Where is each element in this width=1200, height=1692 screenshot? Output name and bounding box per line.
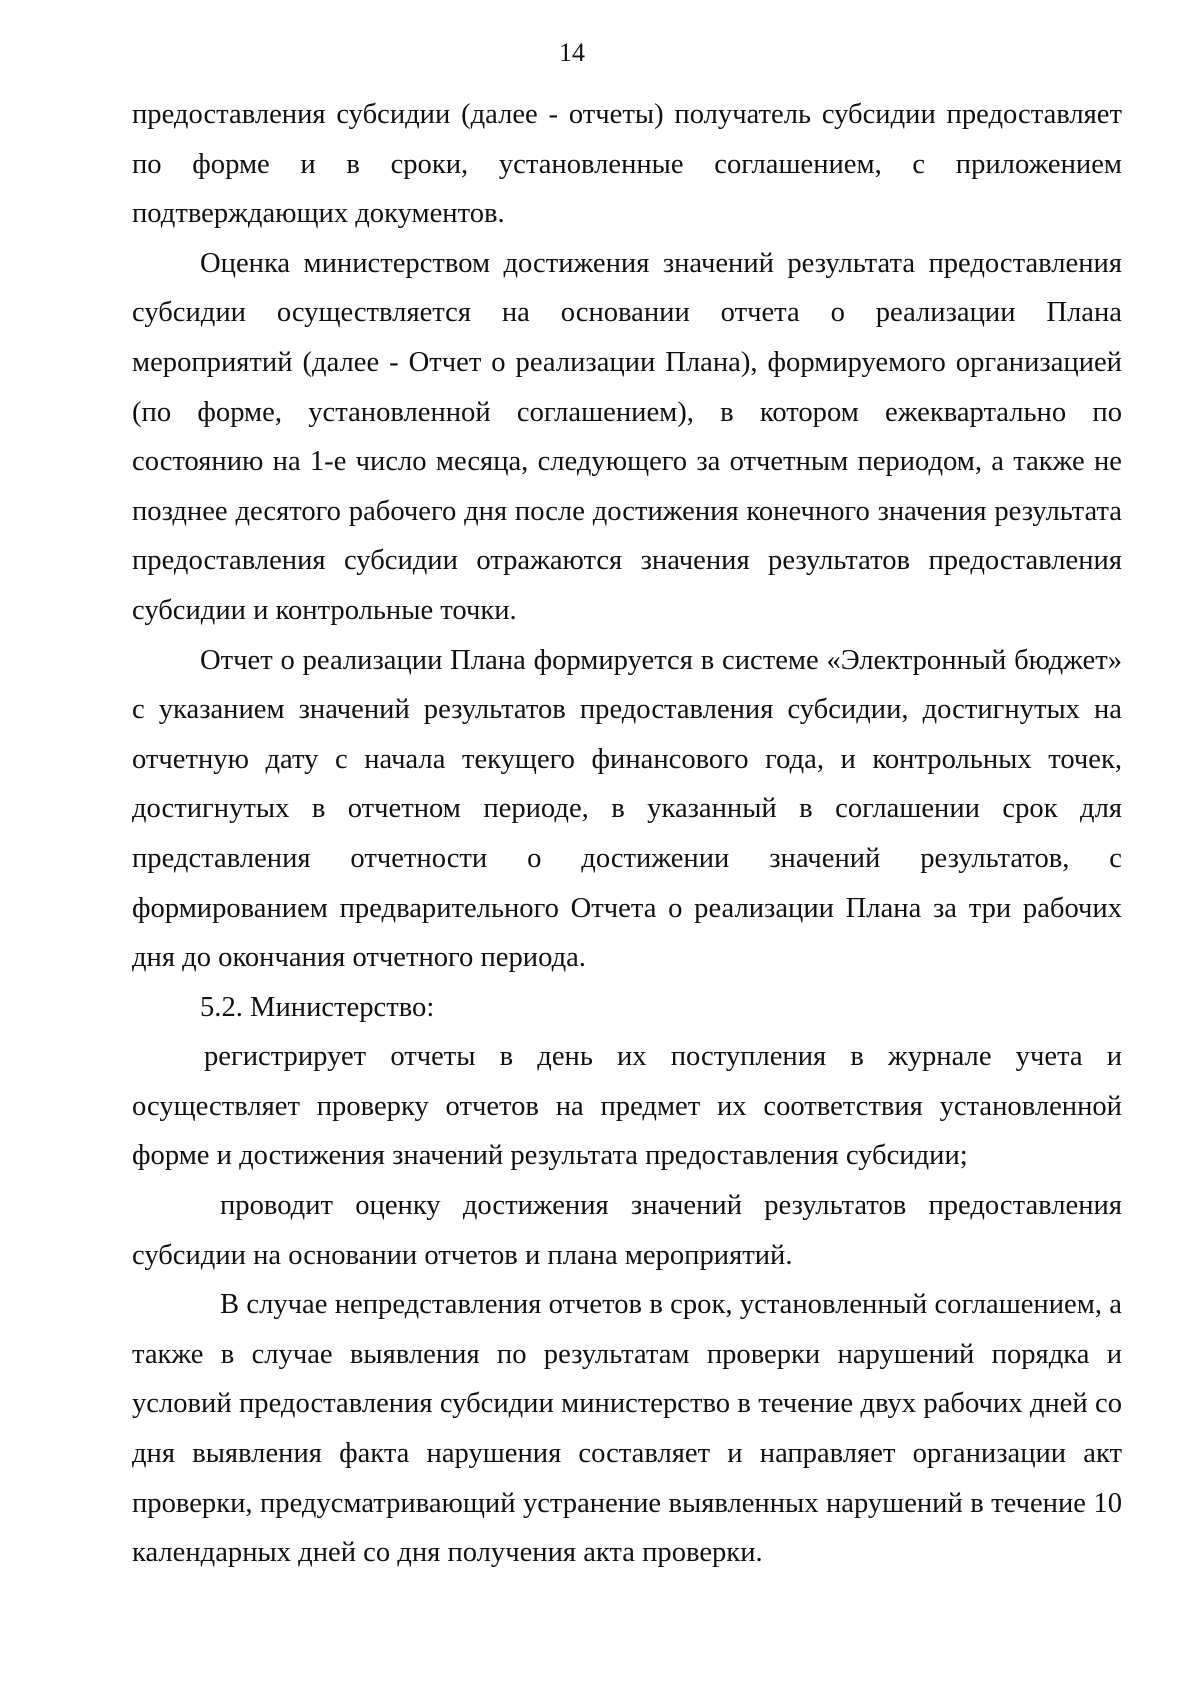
paragraph-registers-reports: регистрирует отчеты в день их поступления в журнале учета и осуществляет проверку отчетов на предмет их соответствия установленной форме и достижения значений результата предоставления субсидии; [132,1041,1122,1172]
page-number: 14 [559,38,585,67]
section-heading-5-2: 5.2. Министерство: [200,991,435,1023]
paragraph-ministry-assessment: Оценка министерством достижения значений результата предоставления субсидии осуществляется на основании отчета о реализации Плана мероприятий (далее - Отчет о реализации Плана), формируемого организацией (по форме, установленной соглашением), в котором ежеквартально по состоянию на 1-е число месяца, следующего за отчетным периодом, а также не позднее десятого рабочего дня после достижения конечного значения результата предоставления субсидии отражаются значения результатов предоставления субсидии и контрольные точки. [132,247,1122,626]
paragraph-non-submission: В случае непредставления отчетов в срок, установленный соглашением, а также в случае выявления по результатам проверки нарушений порядка и условий предоставления субсидии министерство в течение двух рабочих дней со дня выявления факта нарушения составляет и направляет организации акт проверки, предусматривающий устранение выявленных нарушений в течение 10 календарных дней со дня получения акта проверки. [132,1289,1122,1569]
document-body [132,90,1122,1578]
paragraph-conducts-assessment: проводит оценку достижения значений результатов предоставления субсидии на основании отчетов и плана мероприятий. [132,1190,1122,1271]
paragraph-plan-report: Отчет о реализации Плана формируется в системе «Электронный бюджет» с указанием значений результатов предоставления субсидии, достигнутых на отчетную дату с начала текущего финансового года, и контрольных точек, достигнутых в отчетном периоде, в указанный в соглашении срок для представления отчетности о достижении значений результатов, с формированием предварительного Отчета о реализации Плана за три рабочих дня до окончания отчетного периода. [132,644,1122,974]
paragraph-report-submission: предоставления субсидии (далее - отчеты) получатель субсидии предоставляет по форме и в сроки, установленные соглашением, с приложением подтверждающих документов. [132,99,1122,230]
